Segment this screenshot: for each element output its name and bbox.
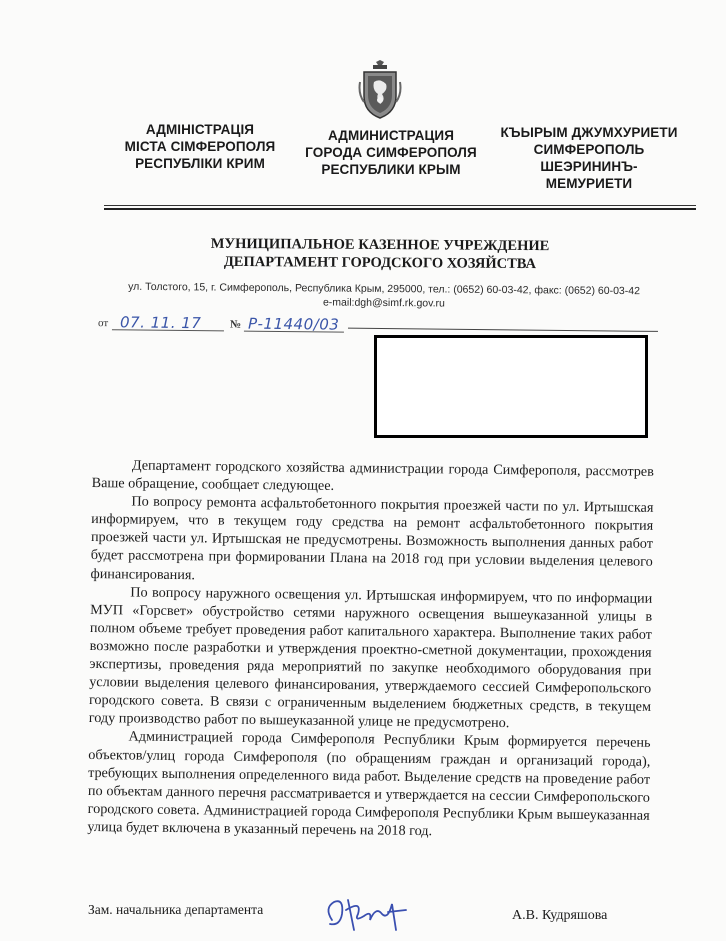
header-divider-thin <box>104 205 696 206</box>
header-ukrainian-line: МІСТА СІМФЕРОПОЛЯ <box>124 139 276 154</box>
organization-line-2: ДЕПАРТАМЕНТ ГОРОДСКОГО ХОЗЯЙСТВА <box>223 253 537 273</box>
address-line-1: ул. Толстого, 15, г. Симферополь, Республика Крым, 295000, тел.: (0652) 60-03-42, факс: (0652) 60-03-42 <box>128 280 641 298</box>
header-crimean-tatar <box>492 124 686 192</box>
crimea-coat-of-arms-icon <box>358 60 402 120</box>
header-crimean-tatar-line: ШЕЭРИНИНЪ- <box>540 159 638 174</box>
handwritten-signature-icon <box>318 890 418 936</box>
address-block <box>110 280 658 313</box>
header-russian-line: РЕСПУБЛИКИ КРЫМ <box>321 162 461 177</box>
email-line: e-mail:dgh@simf.rk.gov.ru <box>322 296 445 310</box>
paragraph: По вопросу наружного освещения ул. Иртышская информируем, что по информации МУП «Горсвет» обустройство сетями наружного освещения вышеуказанной улицы в полном объеме требует проведения работ капитального характера. Выполнение таких работ возможно после разработки и утверждения проектно-сметной документации, прохождения экспертизы, проведения ряда мероприятий по закупке необходимого оборудования при условии выделения целевого финансирования, утверждаемого сессией Симферопольского городского совета. В связи с ограниченным выделением бюджетных средств, в текущем году производство работ по вышеуказанной улице не предусмотрено. <box>88 584 653 732</box>
number-label: № <box>229 318 242 331</box>
reference-rule <box>348 328 658 332</box>
header-russian-line: АДМИНИСТРАЦИЯ <box>327 128 455 143</box>
from-label: от <box>97 317 109 330</box>
header-russian <box>296 127 486 178</box>
redacted-recipient-box <box>374 335 648 438</box>
header-crimean-tatar-line: СИМФЕРОПОЛЬ <box>533 142 645 157</box>
signatory-title: Зам. начальника департамента <box>88 902 264 917</box>
header-crimean-tatar-line: КЪЫРЫМ ДЖУМХУРИЕТИ <box>500 125 678 140</box>
header-ukrainian-line: АДМІНІСТРАЦІЯ <box>145 122 255 137</box>
handwritten-date: 07. 11. 17 <box>119 313 202 333</box>
organization-line-1: МУНИЦИПАЛЬНОЕ КАЗЕННОЕ УЧРЕЖДЕНИЕ <box>210 235 550 255</box>
header-russian-line: ГОРОДА СИМФЕРОПОЛЯ <box>305 145 477 160</box>
header-ukrainian-line: РЕСПУБЛІКИ КРИМ <box>135 156 265 171</box>
handwritten-number: Р-11440/03 <box>247 314 340 334</box>
letter-body <box>87 456 654 843</box>
header-ukrainian <box>106 121 294 172</box>
paragraph: По вопросу ремонта асфальтобетонного покрытия проезжей части по ул. Иртышская информируем, что в текущем году средства на ремонт асфальтобетонного покрытия проезжей части ул. Иртышская не предусмотрены. Возможность выполнения данных работ будет рассмотрена при формировании Плана на 2018 год при условии выделения целевого финансирования. <box>90 493 654 583</box>
organization-name <box>160 234 600 273</box>
header-divider-thick <box>104 208 696 210</box>
paragraph: Администрацией города Симферополя Республики Крым формируется перечень объектов/улиц города Симферополя (по обращениям граждан и организаций города), требующих выполнения определенного вида работ. Выделение средств на проведение работ по объектам данного перечня рассматривается и утверждается на сессии Симферопольского городского совета. Администрацией города Симферополя Республики Крым вышеуказанная улица будет включена в указанный перечень на 2018 год. <box>87 728 651 840</box>
paragraph: Департамент городского хозяйства администрации города Симферополя, рассмотрев Ваше обращение, сообщает следующее. <box>91 457 654 495</box>
header-crimean-tatar-line: МЕМУРИЕТИ <box>545 176 633 191</box>
signatory-name: А.В. Кудряшова <box>512 908 608 923</box>
